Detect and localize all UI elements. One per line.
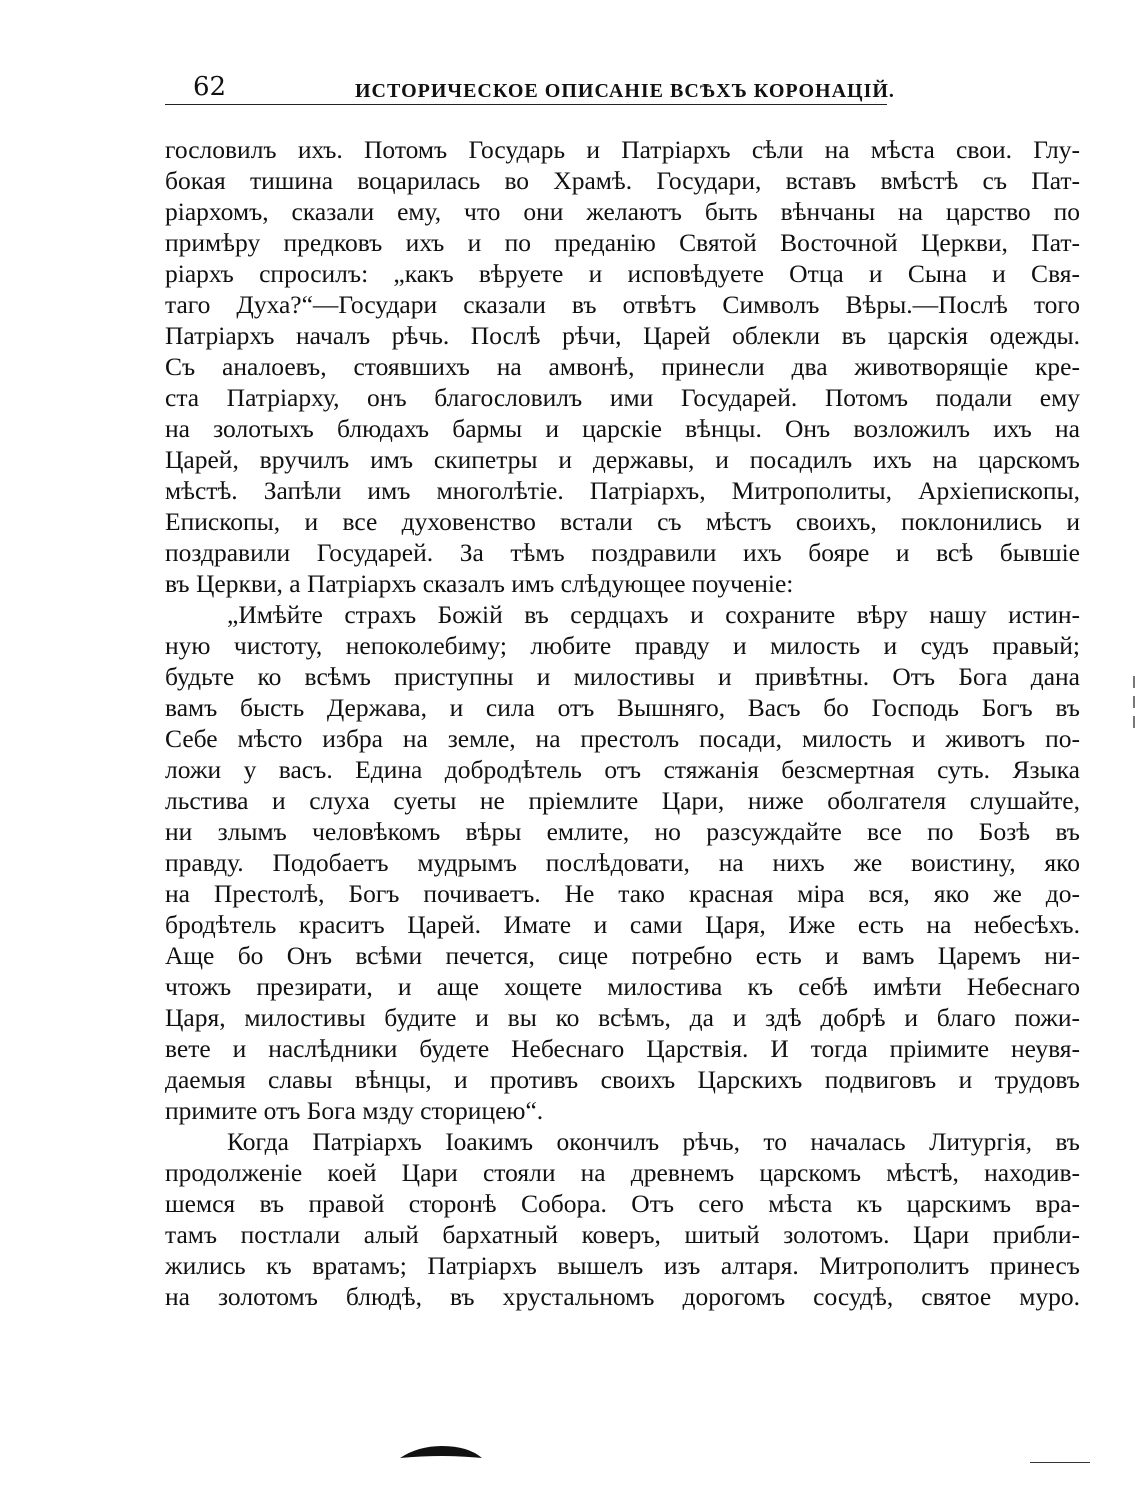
text-line: Епископы, и все духовенство встали съ мѣстъ своихъ, поклонились и <box>165 507 1080 536</box>
page-header <box>165 72 1080 106</box>
text-line: мѣстѣ. Запѣли имъ многолѣтіе. Патріархъ, Митрополиты, Архіепископы, <box>165 476 1080 505</box>
text-line: на золотыхъ блюдахъ бармы и царскіе вѣнцы. Онъ возложилъ ихъ на <box>165 414 1080 443</box>
body-text <box>165 134 1080 1312</box>
text-line: примите отъ Бога мзду сторицею“. <box>165 1096 544 1125</box>
text-line: „Имѣйте страхъ Божій въ сердцахъ и сохраните вѣру нашу истин- <box>227 600 1080 629</box>
text-line: Царей, вручилъ имъ скипетры и державы, и посадилъ ихъ на царскомъ <box>165 445 1080 474</box>
text-line: Аще бо Онъ всѣми печется, сице потребно есть и вамъ Царемъ ни- <box>165 941 1080 970</box>
text-line: ста Патріарху, онъ благословилъ ими Государей. Потомъ подали ему <box>165 383 1080 412</box>
page-number: 62 <box>193 72 227 102</box>
running-title: ИСТОРИЧЕСКОЕ ОПИСАНІЕ ВСѢХЪ КОРОНАЦІЙ. <box>355 80 895 102</box>
margin-dash <box>1133 696 1135 708</box>
text-line: въ Церкви, а Патріархъ сказалъ имъ слѣдующее поученіе: <box>165 569 794 598</box>
text-line: вамъ бысть Держава, и сила отъ Вышняго, Васъ бо Господь Богъ въ <box>165 693 1080 722</box>
text-line: правду. Подобаетъ мудрымъ послѣдовати, на нихъ же воистину, яко <box>165 848 1080 877</box>
text-line: на золотомъ блюдѣ, въ хрустальномъ дорогомъ сосудѣ, святое муро. <box>165 1282 1080 1311</box>
text-line: ни злымъ человѣкомъ вѣры емлите, но разсуждайте все по Бозѣ въ <box>165 817 1080 846</box>
text-line: Патріархъ началъ рѣчь. Послѣ рѣчи, Царей облекли въ царскія одежды. <box>165 321 1080 350</box>
text-line: тамъ постлали алый бархатный коверъ, шитый золотомъ. Цари прибли- <box>165 1220 1080 1249</box>
text-line: таго Духа?“—Государи сказали въ отвѣтъ Символъ Вѣры.—Послѣ того <box>165 290 1080 319</box>
ornament-mark <box>398 1444 484 1462</box>
text-line: ложи у васъ. Едина добродѣтель отъ стяжанія безсмертная суть. Языка <box>165 755 1080 784</box>
text-line: Царя, милостивы будите и вы ко всѣмъ, да и здѣ добрѣ и благо пожи- <box>165 1003 1080 1032</box>
text-line: Когда Патріархъ Іоакимъ окончилъ рѣчь, то началась Литургія, въ <box>227 1127 1080 1156</box>
text-line: будьте ко всѣмъ приступны и милостивы и привѣтны. Отъ Бога дана <box>165 662 1080 691</box>
text-line: на Престолѣ, Богъ почиваетъ. Не тако красная міра вся, яко же до- <box>165 879 1080 908</box>
text-line: льстива и слуха суеты не пріемлите Цари, ниже оболгателя слушайте, <box>165 786 1080 815</box>
text-line: продолженіе коей Цари стояли на древнемъ царскомъ мѣстѣ, находив- <box>165 1158 1080 1187</box>
text-line: жились къ вратамъ; Патріархъ вышелъ изъ алтаря. Митрополитъ принесъ <box>165 1251 1080 1280</box>
text-line: шемся въ правой сторонѣ Собора. Отъ сего мѣста къ царскимъ вра- <box>165 1189 1080 1218</box>
edge-rule <box>1030 1462 1090 1463</box>
text-line: вете и наслѣдники будете Небеснаго Царствія. И тогда пріимите неувя- <box>165 1034 1080 1063</box>
text-line: ріархъ спросилъ: „какъ вѣруете и исповѣдуете Отца и Сына и Свя- <box>165 259 1080 288</box>
text-line: ріархомъ, сказали ему, что они желаютъ быть вѣнчаны на царство по <box>165 197 1080 226</box>
margin-dash <box>1133 716 1135 728</box>
text-line: гословилъ ихъ. Потомъ Государь и Патріархъ сѣли на мѣста свои. Глу- <box>165 135 1080 164</box>
text-line: Себе мѣсто избра на земле, на престолъ посади, милость и животъ по- <box>165 724 1080 753</box>
text-line: поздравили Государей. За тѣмъ поздравили ихъ бояре и всѣ бывшіе <box>165 538 1080 567</box>
text-line: чтожъ презирати, и аще хощете милостива къ себѣ имѣти Небеснаго <box>165 972 1080 1001</box>
text-line: ную чистоту, непоколебиму; любите правду и милость и судъ правый; <box>165 631 1080 660</box>
text-line: бродѣтель краситъ Царей. Имате и сами Царя, Иже есть на небесѣхъ. <box>165 910 1080 939</box>
text-line: Съ аналоевъ, стоявшихъ на амвонѣ, принесли два животворящіе кре- <box>165 352 1080 381</box>
text-line: даемыя славы вѣнцы, и противъ своихъ Царскихъ подвиговъ и трудовъ <box>165 1065 1080 1094</box>
text-line: примѣру предковъ ихъ и по преданію Святой Восточной Церкви, Пат- <box>165 228 1080 257</box>
text-line: бокая тишина воцарилась во Храмѣ. Государи, вставъ вмѣстѣ съ Пат- <box>165 166 1080 195</box>
margin-dash <box>1133 676 1135 688</box>
header-rule <box>165 104 887 105</box>
